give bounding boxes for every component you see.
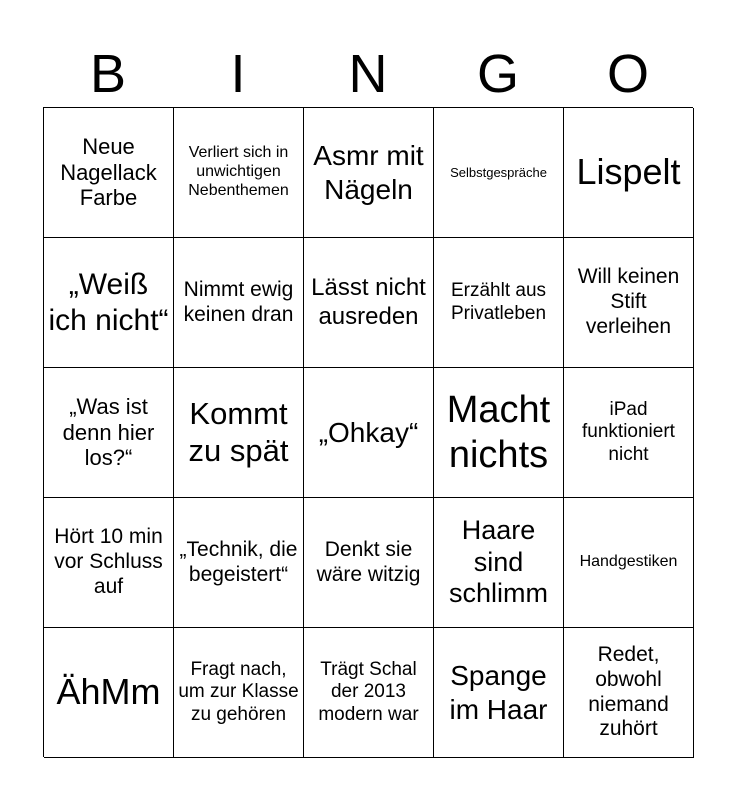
bingo-cell-text: Trägt Schal der 2013 modern war [318, 658, 419, 725]
bingo-cell-text: Verliert sich in unwichtigen Nebenthemen [188, 144, 289, 199]
bingo-cell[interactable] [44, 628, 174, 758]
bingo-cell[interactable] [44, 498, 174, 628]
bingo-cell[interactable] [174, 628, 304, 758]
bingo-cell-text: ÄhMm [56, 671, 161, 713]
header-letter-g: G [476, 44, 519, 104]
bingo-header [43, 40, 693, 108]
bingo-cell-text: Hört 10 min vor Schluss auf [54, 525, 163, 598]
bingo-cell[interactable] [174, 108, 304, 238]
bingo-cell[interactable] [304, 628, 434, 758]
bingo-cell-text: „Ohkay“ [318, 416, 419, 448]
bingo-cell[interactable] [434, 238, 564, 368]
bingo-cell[interactable] [564, 498, 694, 628]
bingo-cell[interactable] [564, 628, 694, 758]
bingo-cell[interactable] [174, 368, 304, 498]
bingo-cell-text: Macht nichts [446, 388, 551, 476]
bingo-cell-text: Handgestiken [579, 553, 678, 571]
bingo-cell-text: Redet, obwohl niemand zuhört [588, 642, 669, 741]
bingo-cell-text: Neue Nagellack Farbe [60, 133, 157, 211]
bingo-cell[interactable] [434, 498, 564, 628]
bingo-cell-text: „Was ist denn hier los?“ [62, 393, 155, 471]
bingo-cell[interactable] [434, 368, 564, 498]
bingo-cell[interactable] [304, 238, 434, 368]
bingo-cell-text: Selbstgespräche [450, 164, 547, 180]
header-letter-n: N [348, 44, 388, 104]
header-letter-b: B [89, 44, 127, 104]
bingo-cell[interactable] [564, 108, 694, 238]
bingo-cell[interactable] [564, 368, 694, 498]
bingo-cell-text: Asmr mit Nägeln [313, 140, 424, 205]
bingo-cell[interactable] [434, 108, 564, 238]
bingo-cell[interactable] [44, 368, 174, 498]
bingo-cell-text: iPad funktioniert nicht [582, 398, 675, 465]
bingo-cell[interactable] [434, 628, 564, 758]
header-letter-i: I [230, 44, 246, 104]
bingo-cell-text: Erzählt aus Privatleben [450, 280, 547, 324]
bingo-cell-text: Denkt sie wäre witzig [316, 537, 421, 586]
bingo-cell-text: Lispelt [576, 151, 681, 193]
bingo-cell[interactable] [304, 368, 434, 498]
bingo-cell[interactable] [44, 238, 174, 368]
bingo-cell[interactable] [564, 238, 694, 368]
bingo-cell[interactable] [304, 108, 434, 238]
bingo-cell-text: Kommt zu spät [188, 395, 289, 468]
bingo-cell[interactable] [304, 498, 434, 628]
bingo-cell-text: Nimmt ewig keinen dran [183, 277, 294, 326]
header-letter-o: O [606, 44, 649, 104]
bingo-cell-text: „Weiß ich nicht“ [48, 268, 169, 337]
bingo-cell[interactable] [174, 498, 304, 628]
bingo-cell-text: Will keinen Stift verleihen [577, 265, 680, 338]
bingo-cell-text: „Technik, die begeistert“ [179, 537, 298, 586]
bingo-grid [43, 107, 693, 757]
bingo-cell-text: Spange im Haar [449, 660, 548, 725]
bingo-cell[interactable] [44, 108, 174, 238]
bingo-cell[interactable] [174, 238, 304, 368]
bingo-cell-text: Fragt nach, um zur Klasse zu gehören [178, 658, 299, 725]
bingo-cell-text: Lässt nicht ausreden [311, 274, 426, 330]
bingo-cell-text: Haare sind schlimm [449, 514, 548, 609]
